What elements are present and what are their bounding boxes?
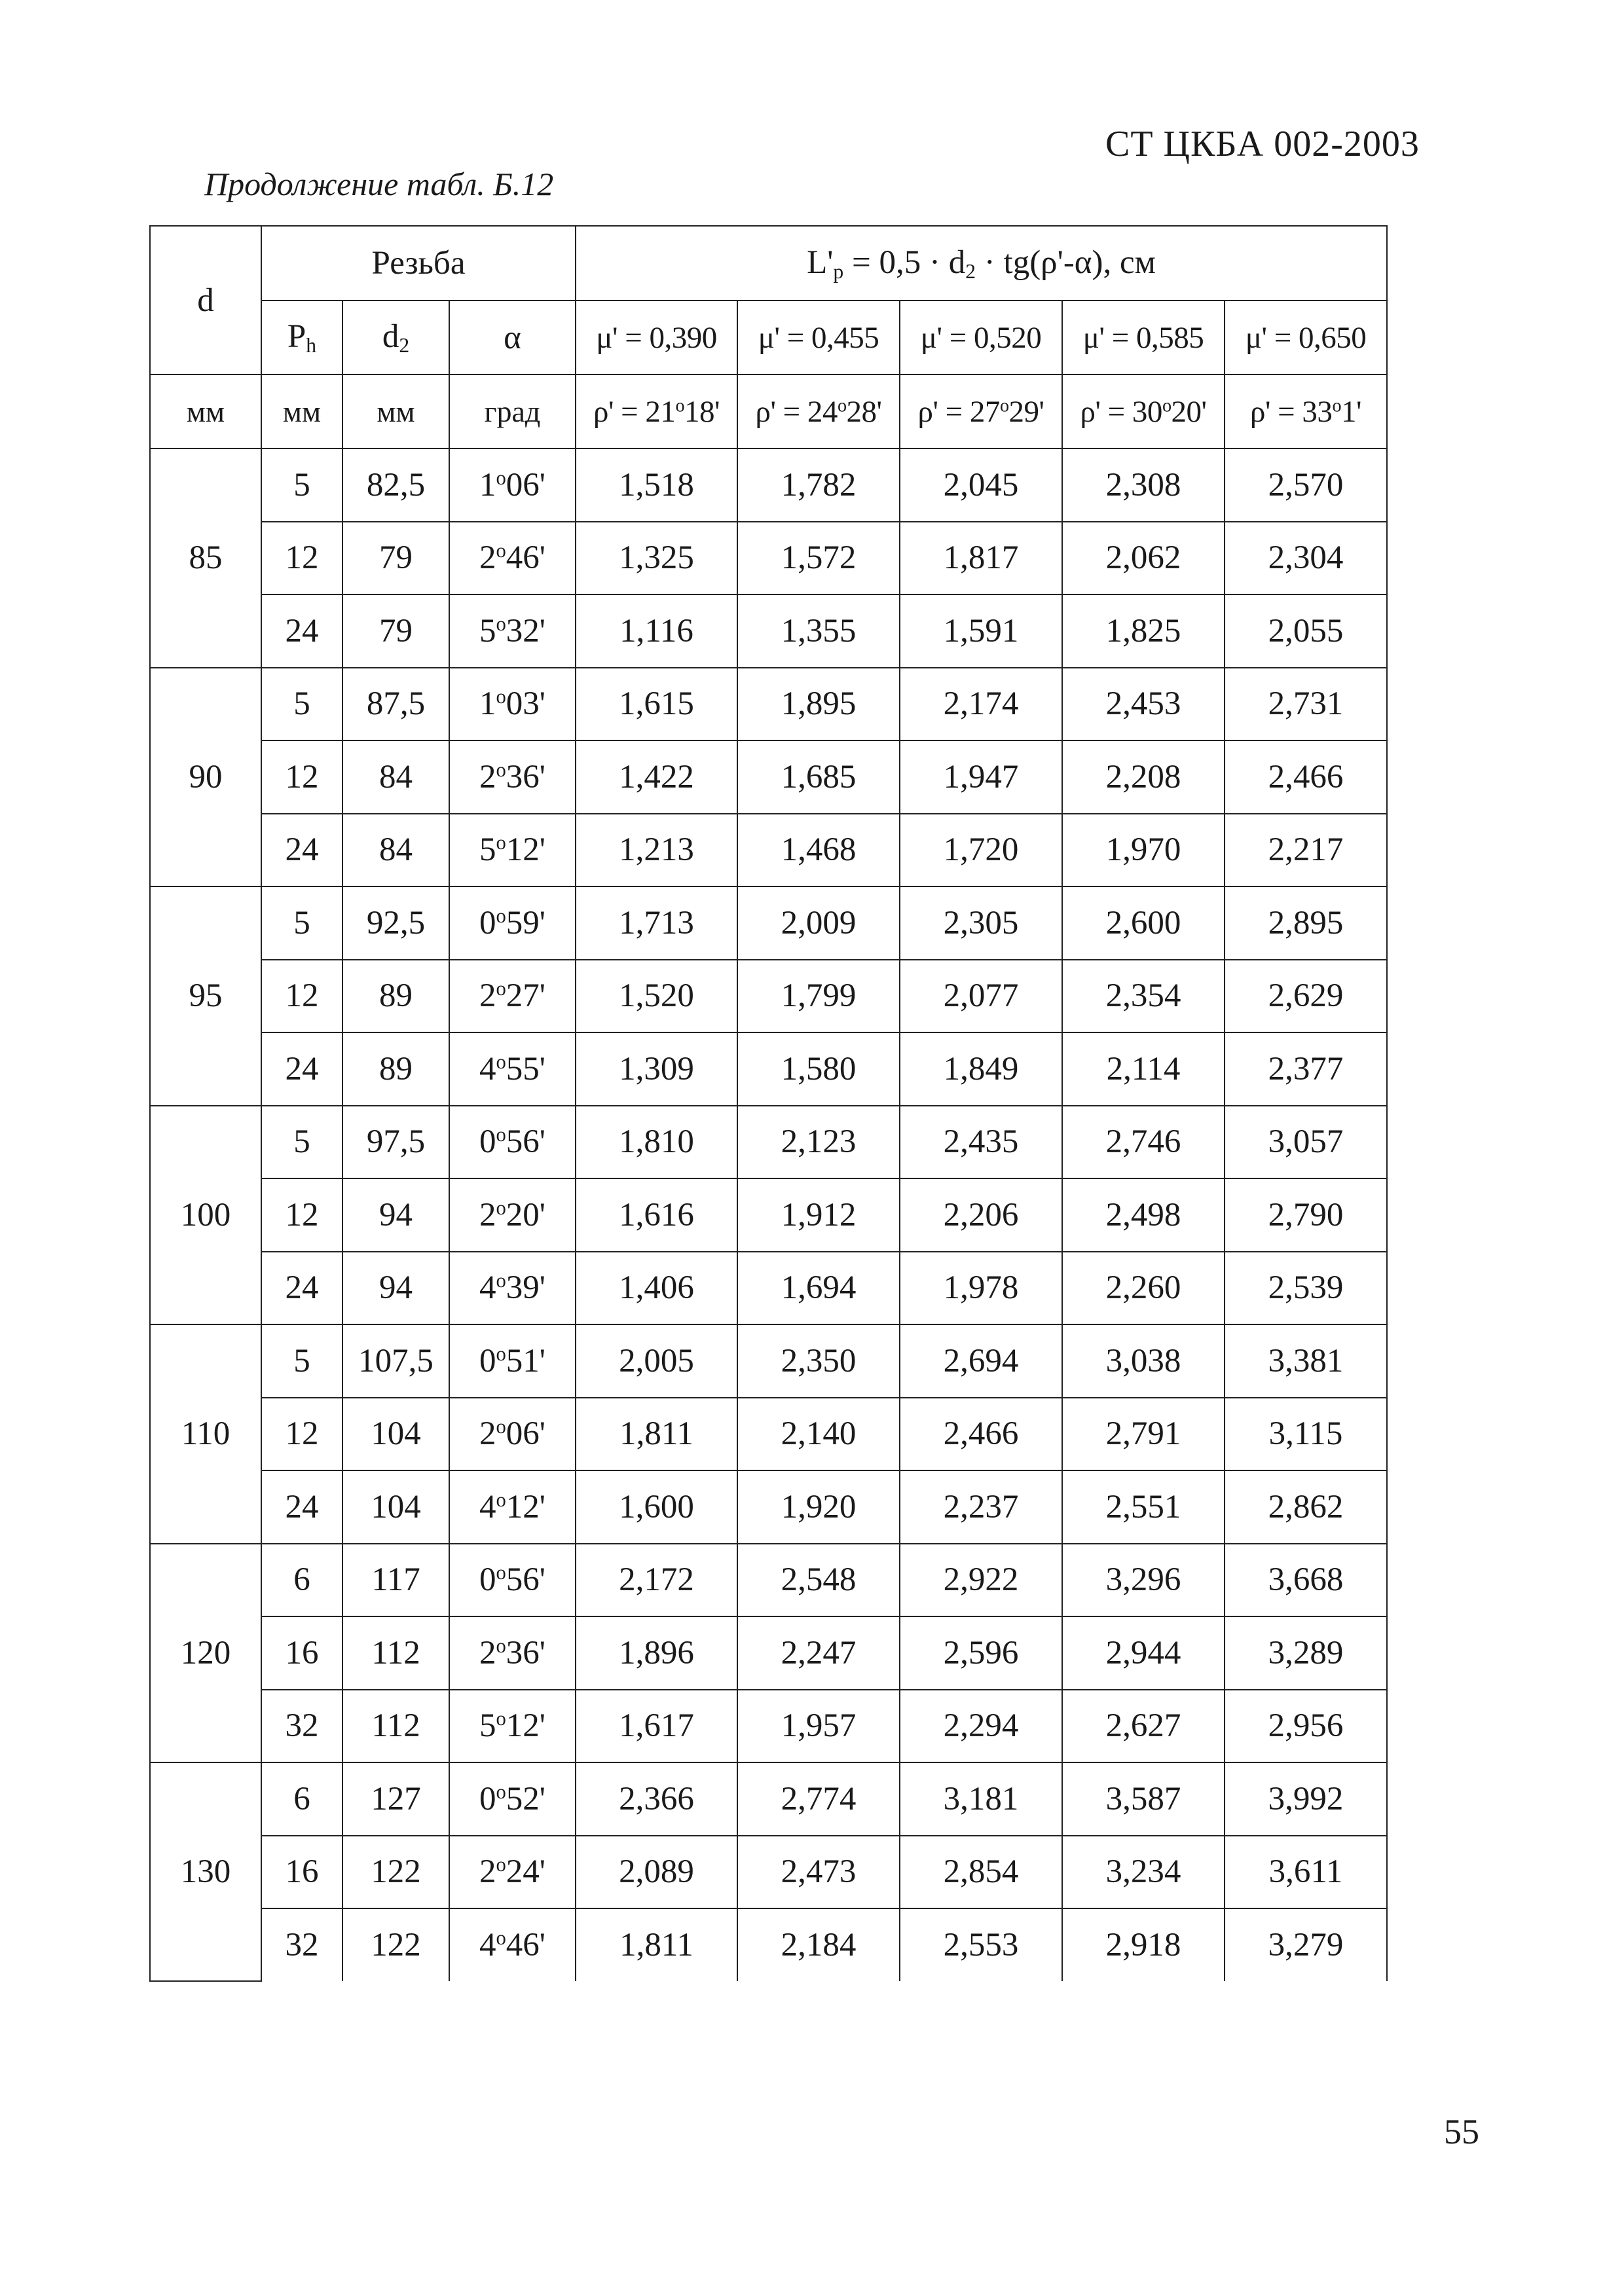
- cell-alpha: 4$^o$39': [449, 1252, 576, 1325]
- cell-d2: 94: [342, 1178, 449, 1252]
- cell-d2: 89: [342, 1032, 449, 1106]
- cell-l-mu1: 1,810: [576, 1106, 737, 1179]
- cell-d2: 127: [342, 1762, 449, 1836]
- cell-d2: 104: [342, 1470, 449, 1544]
- cell-alpha: 0$^o$52': [449, 1762, 576, 1836]
- header-rho: $\rho' = 24^o28'$: [737, 374, 900, 448]
- cell-ph: 24: [261, 814, 342, 887]
- cell-ph: 32: [261, 1690, 342, 1763]
- cell-l-mu3: 2,694: [900, 1324, 1062, 1398]
- cell-l-mu2: 1,895: [737, 668, 900, 741]
- cell-l-mu4: 2,453: [1062, 668, 1225, 741]
- cell-d: 120: [150, 1544, 261, 1763]
- cell-l-mu3: 3,181: [900, 1762, 1062, 1836]
- header-rho: $\rho' = 30^o20'$: [1062, 374, 1225, 448]
- cell-l-mu1: 1,116: [576, 594, 737, 668]
- cell-d2: 94: [342, 1252, 449, 1325]
- cell-alpha: 0$^o$59': [449, 886, 576, 960]
- cell-d: 95: [150, 886, 261, 1106]
- cell-d2: 112: [342, 1616, 449, 1690]
- cell-alpha: 2$^o$20': [449, 1178, 576, 1252]
- table-row: [150, 1908, 1387, 1981]
- cell-l-mu4: 1,970: [1062, 814, 1225, 887]
- table-row: [150, 1544, 1387, 1617]
- cell-d2: 84: [342, 814, 449, 887]
- cell-l-mu5: 2,466: [1225, 740, 1387, 814]
- cell-l-mu3: 2,922: [900, 1544, 1062, 1617]
- header-ph: $P_h$: [261, 301, 342, 374]
- unit-d: мм: [150, 374, 261, 448]
- cell-l-mu2: 2,123: [737, 1106, 900, 1179]
- table-row: [150, 960, 1387, 1033]
- cell-l-mu2: 2,247: [737, 1616, 900, 1690]
- cell-d2: 84: [342, 740, 449, 814]
- cell-l-mu2: 2,140: [737, 1398, 900, 1471]
- cell-alpha: 5$^o$12': [449, 1690, 576, 1763]
- document-code: СТ ЦКБА 002-2003: [1105, 124, 1420, 164]
- header-d2: $d_2$: [342, 301, 449, 374]
- header-mu-0520: μ' = 0,520: [900, 301, 1062, 374]
- cell-l-mu4: 3,234: [1062, 1836, 1225, 1909]
- cell-d2: 87,5: [342, 668, 449, 741]
- cell-l-mu1: 1,406: [576, 1252, 737, 1325]
- table-row: [150, 1616, 1387, 1690]
- cell-ph: 12: [261, 522, 342, 595]
- cell-l-mu2: 1,920: [737, 1470, 900, 1544]
- cell-l-mu1: 1,600: [576, 1470, 737, 1544]
- cell-l-mu2: 1,580: [737, 1032, 900, 1106]
- cell-alpha: 0$^o$56': [449, 1544, 576, 1617]
- table-row: [150, 1836, 1387, 1909]
- table-row: [150, 1032, 1387, 1106]
- cell-l-mu2: 1,799: [737, 960, 900, 1033]
- cell-l-mu1: 1,896: [576, 1616, 737, 1690]
- cell-alpha: 0$^o$56': [449, 1106, 576, 1179]
- cell-l-mu1: 2,089: [576, 1836, 737, 1909]
- cell-l-mu4: 2,354: [1062, 960, 1225, 1033]
- cell-l-mu5: 2,731: [1225, 668, 1387, 741]
- cell-l-mu2: 2,184: [737, 1908, 900, 1981]
- cell-l-mu1: 1,422: [576, 740, 737, 814]
- cell-ph: 5: [261, 668, 342, 741]
- table-row: [150, 1324, 1387, 1398]
- cell-l-mu2: 2,548: [737, 1544, 900, 1617]
- header-mu-0650: μ' = 0,650: [1225, 301, 1387, 374]
- table-row: [150, 1252, 1387, 1325]
- cell-d2: 79: [342, 522, 449, 595]
- header-alpha: α: [449, 301, 576, 374]
- cell-alpha: 5$^o$32': [449, 594, 576, 668]
- cell-l-mu4: 2,260: [1062, 1252, 1225, 1325]
- cell-l-mu1: 1,617: [576, 1690, 737, 1763]
- cell-alpha: 5$^o$12': [449, 814, 576, 887]
- cell-ph: 12: [261, 740, 342, 814]
- cell-ph: 16: [261, 1836, 342, 1909]
- cell-ph: 6: [261, 1762, 342, 1836]
- cell-l-mu4: 3,587: [1062, 1762, 1225, 1836]
- cell-d2: 82,5: [342, 448, 449, 522]
- cell-l-mu1: 2,172: [576, 1544, 737, 1617]
- cell-l-mu4: 3,038: [1062, 1324, 1225, 1398]
- cell-l-mu2: 1,572: [737, 522, 900, 595]
- cell-l-mu1: 1,615: [576, 668, 737, 741]
- table-row: [150, 814, 1387, 887]
- cell-l-mu3: 1,978: [900, 1252, 1062, 1325]
- cell-l-mu5: 3,115: [1225, 1398, 1387, 1471]
- cell-l-mu3: 2,466: [900, 1398, 1062, 1471]
- cell-alpha: 2$^o$27': [449, 960, 576, 1033]
- cell-ph: 5: [261, 886, 342, 960]
- cell-l-mu4: 2,208: [1062, 740, 1225, 814]
- header-rho: $\rho' = 33^o1'$: [1225, 374, 1387, 448]
- cell-d2: 92,5: [342, 886, 449, 960]
- table-row: [150, 886, 1387, 960]
- header-mu-0390: μ' = 0,390: [576, 301, 737, 374]
- cell-d2: 89: [342, 960, 449, 1033]
- cell-ph: 12: [261, 1178, 342, 1252]
- cell-l-mu4: 2,918: [1062, 1908, 1225, 1981]
- cell-l-mu2: 2,350: [737, 1324, 900, 1398]
- cell-l-mu5: 2,956: [1225, 1690, 1387, 1763]
- cell-alpha: 4$^o$12': [449, 1470, 576, 1544]
- cell-l-mu4: 2,791: [1062, 1398, 1225, 1471]
- cell-l-mu5: 2,539: [1225, 1252, 1387, 1325]
- cell-d2: 79: [342, 594, 449, 668]
- cell-d2: 104: [342, 1398, 449, 1471]
- table-row: [150, 1398, 1387, 1471]
- cell-ph: 12: [261, 1398, 342, 1471]
- cell-d: 130: [150, 1762, 261, 1981]
- cell-l-mu2: 1,957: [737, 1690, 900, 1763]
- cell-ph: 24: [261, 1032, 342, 1106]
- cell-d: 90: [150, 668, 261, 887]
- cell-ph: 5: [261, 1324, 342, 1398]
- cell-l-mu1: 1,616: [576, 1178, 737, 1252]
- cell-d2: 122: [342, 1836, 449, 1909]
- cell-ph: 5: [261, 448, 342, 522]
- cell-l-mu4: 2,498: [1062, 1178, 1225, 1252]
- cell-l-mu2: 1,694: [737, 1252, 900, 1325]
- cell-l-mu4: 2,551: [1062, 1470, 1225, 1544]
- cell-d2: 112: [342, 1690, 449, 1763]
- cell-ph: 24: [261, 594, 342, 668]
- cell-l-mu5: 2,377: [1225, 1032, 1387, 1106]
- header-thread-group: Резьба: [261, 226, 576, 301]
- cell-l-mu4: 2,308: [1062, 448, 1225, 522]
- cell-ph: 24: [261, 1470, 342, 1544]
- cell-l-mu2: 1,782: [737, 448, 900, 522]
- cell-ph: 16: [261, 1616, 342, 1690]
- cell-l-mu3: 2,077: [900, 960, 1062, 1033]
- table-row: [150, 448, 1387, 522]
- cell-l-mu2: 1,685: [737, 740, 900, 814]
- cell-l-mu3: 2,854: [900, 1836, 1062, 1909]
- cell-l-mu2: 2,473: [737, 1836, 900, 1909]
- cell-l-mu5: 2,570: [1225, 448, 1387, 522]
- cell-l-mu5: 2,895: [1225, 886, 1387, 960]
- cell-l-mu3: 1,817: [900, 522, 1062, 595]
- cell-l-mu3: 2,553: [900, 1908, 1062, 1981]
- table-caption: Продолжение табл. Б.12: [204, 166, 554, 202]
- unit-d2: мм: [342, 374, 449, 448]
- cell-l-mu5: 3,992: [1225, 1762, 1387, 1836]
- cell-l-mu5: 3,279: [1225, 1908, 1387, 1981]
- cell-l-mu4: 2,600: [1062, 886, 1225, 960]
- cell-alpha: 2$^o$24': [449, 1836, 576, 1909]
- table-row: [150, 668, 1387, 741]
- cell-d: 85: [150, 448, 261, 668]
- cell-l-mu4: 2,944: [1062, 1616, 1225, 1690]
- table-row: [150, 1470, 1387, 1544]
- cell-l-mu2: 2,009: [737, 886, 900, 960]
- cell-l-mu4: 2,746: [1062, 1106, 1225, 1179]
- header-mu-0585: μ' = 0,585: [1062, 301, 1225, 374]
- cell-ph: 32: [261, 1908, 342, 1981]
- cell-alpha: 1$^o$03': [449, 668, 576, 741]
- cell-l-mu1: 2,366: [576, 1762, 737, 1836]
- cell-l-mu1: 1,811: [576, 1398, 737, 1471]
- cell-l-mu3: 2,045: [900, 448, 1062, 522]
- data-table: [149, 225, 1388, 1982]
- cell-alpha: 2$^o$36': [449, 1616, 576, 1690]
- cell-d: 100: [150, 1106, 261, 1325]
- header-mu-0455: μ' = 0,455: [737, 301, 900, 374]
- cell-ph: 24: [261, 1252, 342, 1325]
- unit-alpha: град: [449, 374, 576, 448]
- cell-l-mu1: 2,005: [576, 1324, 737, 1398]
- cell-alpha: 4$^o$46': [449, 1908, 576, 1981]
- cell-l-mu3: 2,206: [900, 1178, 1062, 1252]
- cell-d2: 122: [342, 1908, 449, 1981]
- cell-alpha: 0$^o$51': [449, 1324, 576, 1398]
- cell-l-mu3: 2,174: [900, 668, 1062, 741]
- cell-l-mu1: 1,325: [576, 522, 737, 595]
- cell-l-mu5: 3,289: [1225, 1616, 1387, 1690]
- cell-d: 110: [150, 1324, 261, 1544]
- cell-d2: 107,5: [342, 1324, 449, 1398]
- cell-l-mu2: 1,912: [737, 1178, 900, 1252]
- cell-l-mu3: 1,849: [900, 1032, 1062, 1106]
- cell-l-mu4: 2,627: [1062, 1690, 1225, 1763]
- header-rho: $\rho' = 21^o18'$: [576, 374, 737, 448]
- cell-l-mu2: 1,468: [737, 814, 900, 887]
- cell-l-mu5: 3,381: [1225, 1324, 1387, 1398]
- cell-l-mu3: 2,596: [900, 1616, 1062, 1690]
- table-row: [150, 740, 1387, 814]
- cell-l-mu5: 2,055: [1225, 594, 1387, 668]
- header-rho: $\rho' = 27^o29'$: [900, 374, 1062, 448]
- cell-l-mu1: 1,520: [576, 960, 737, 1033]
- cell-alpha: 2$^o$36': [449, 740, 576, 814]
- cell-l-mu5: 3,611: [1225, 1836, 1387, 1909]
- cell-alpha: 2$^o$46': [449, 522, 576, 595]
- table-row: [150, 1178, 1387, 1252]
- cell-alpha: 4$^o$55': [449, 1032, 576, 1106]
- cell-l-mu1: 1,811: [576, 1908, 737, 1981]
- cell-l-mu5: 2,629: [1225, 960, 1387, 1033]
- header-formula: $L'_p = 0,5 \cdot d_2 \cdot tg(\rho'-\alpha)$, см: [576, 226, 1387, 301]
- cell-ph: 6: [261, 1544, 342, 1617]
- cell-l-mu3: 1,591: [900, 594, 1062, 668]
- cell-l-mu3: 1,947: [900, 740, 1062, 814]
- cell-l-mu5: 2,217: [1225, 814, 1387, 887]
- table-row: [150, 1762, 1387, 1836]
- table-row: [150, 522, 1387, 595]
- cell-l-mu3: 2,435: [900, 1106, 1062, 1179]
- cell-l-mu3: 2,305: [900, 886, 1062, 960]
- cell-l-mu5: 3,057: [1225, 1106, 1387, 1179]
- table-row: [150, 1106, 1387, 1179]
- cell-l-mu5: 3,668: [1225, 1544, 1387, 1617]
- cell-l-mu1: 1,713: [576, 886, 737, 960]
- cell-ph: 12: [261, 960, 342, 1033]
- cell-l-mu2: 2,774: [737, 1762, 900, 1836]
- cell-alpha: 2$^o$06': [449, 1398, 576, 1471]
- cell-d2: 97,5: [342, 1106, 449, 1179]
- cell-l-mu2: 1,355: [737, 594, 900, 668]
- page-number: 55: [1444, 2112, 1479, 2151]
- header-d: d: [150, 226, 261, 374]
- cell-l-mu1: 1,213: [576, 814, 737, 887]
- unit-ph: мм: [261, 374, 342, 448]
- cell-d2: 117: [342, 1544, 449, 1617]
- table-row: [150, 594, 1387, 668]
- cell-l-mu3: 2,237: [900, 1470, 1062, 1544]
- cell-l-mu5: 2,862: [1225, 1470, 1387, 1544]
- cell-ph: 5: [261, 1106, 342, 1179]
- cell-l-mu3: 1,720: [900, 814, 1062, 887]
- cell-l-mu4: 2,062: [1062, 522, 1225, 595]
- cell-l-mu5: 2,304: [1225, 522, 1387, 595]
- cell-l-mu4: 1,825: [1062, 594, 1225, 668]
- cell-l-mu1: 1,309: [576, 1032, 737, 1106]
- cell-l-mu1: 1,518: [576, 448, 737, 522]
- cell-l-mu4: 3,296: [1062, 1544, 1225, 1617]
- cell-l-mu5: 2,790: [1225, 1178, 1387, 1252]
- cell-l-mu4: 2,114: [1062, 1032, 1225, 1106]
- table-row: [150, 1690, 1387, 1763]
- cell-alpha: 1$^o$06': [449, 448, 576, 522]
- cell-l-mu3: 2,294: [900, 1690, 1062, 1763]
